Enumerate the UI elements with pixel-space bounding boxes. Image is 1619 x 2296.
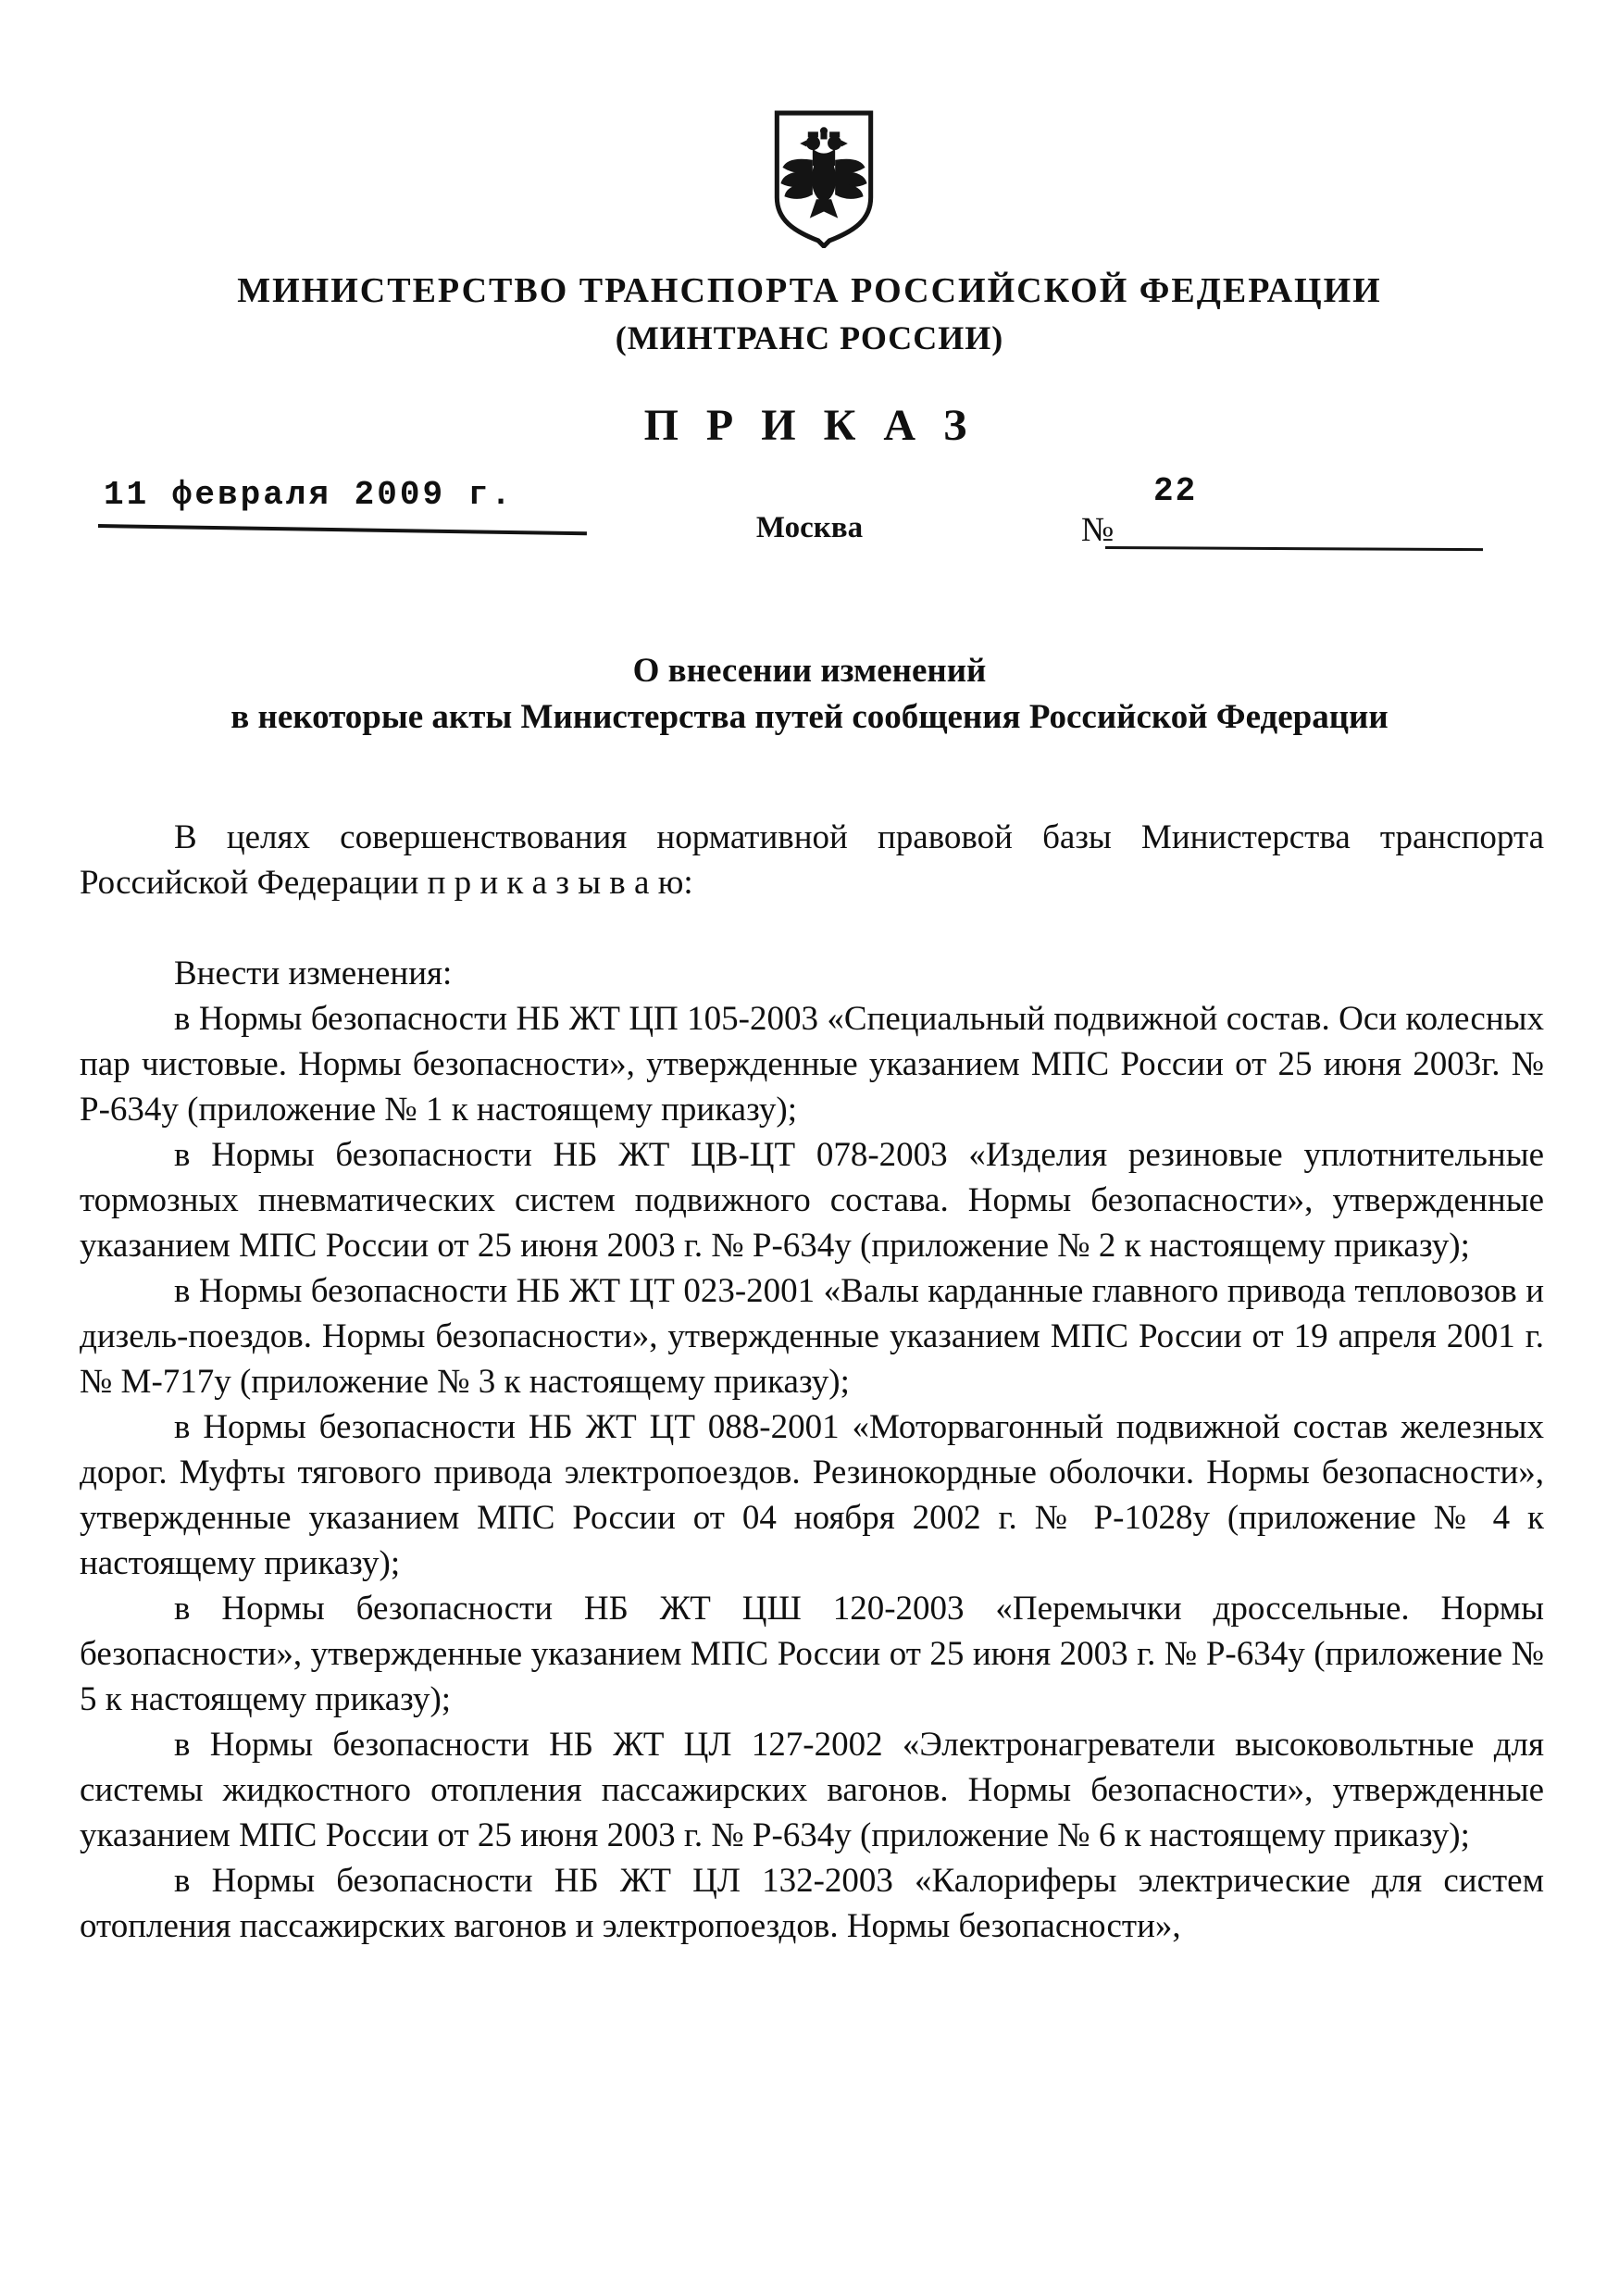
paragraph-item-6: в Нормы безопасности НБ ЖТ ЦЛ 127-2002 «Электронагреватели высоковольтные для системы жидкостного отопления пассажирских вагонов. Нормы безопасности», утвержденные указанием МПС России от 25 июня 2003 г. № Р-634у (приложение № 6 к настоящему приказу); bbox=[80, 1726, 1544, 1854]
order-title-line2: в некоторые акты Министерства путей сообщения Российской Федерации bbox=[230, 698, 1389, 736]
order-date: 11 февраля 2009 г. bbox=[104, 476, 514, 514]
paragraph-purpose: В целях совершенствования нормативной правовой базы Министерства транспорта Российской Федерации п р и к а з ы в а ю: bbox=[80, 818, 1544, 902]
order-number: 22 bbox=[1153, 472, 1198, 510]
city-label: Москва bbox=[755, 511, 864, 544]
paragraph-item-7: в Нормы безопасности НБ ЖТ ЦЛ 132-2003 «Калориферы электрические для систем отопления пассажирских вагонов и электропоездов. Нормы безопасности», bbox=[80, 1862, 1544, 1945]
paragraph-item-5: в Нормы безопасности НБ ЖТ ЦШ 120-2003 «Перемычки дроссельные. Нормы безопасности», утвержденные указанием МПС России от 25 июня 2003 г. № Р-634у (приложение № 5 к настоящему приказу); bbox=[80, 1590, 1544, 1718]
paragraph-item-3: в Нормы безопасности НБ ЖТ ЦТ 023-2001 «Валы карданные главного привода тепловозов и дизель-поездов. Нормы безопасности», утвержденные указанием МПС России от 19 апреля 2001 г. № М-717у (приложение № 3 к настоящему приказу); bbox=[80, 1272, 1544, 1401]
number-sign: № bbox=[1081, 511, 1115, 549]
order-title-line1: О внесении изменений bbox=[632, 652, 987, 690]
ministry-short-name: (МИНТРАНС РОССИИ) bbox=[615, 319, 1004, 356]
order-title bbox=[0, 648, 1619, 741]
paragraph-intro: Внести изменения: bbox=[174, 955, 453, 992]
paragraph-item-1: в Нормы безопасности НБ ЖТ ЦП 105-2003 «Специальный подвижной состав. Оси колесных пар чистовые. Нормы безопасности», утвержденные указанием МПС России от 25 июня 2003г. № Р-634у (приложение № 1 к настоящему приказу); bbox=[80, 1000, 1544, 1129]
number-underline bbox=[1105, 546, 1483, 551]
paragraph-item-4: в Нормы безопасности НБ ЖТ ЦТ 088-2001 «Моторвагонный подвижной состав железных дорог. Муфты тягового привода электропоездов. Резинокордные оболочки. Нормы безопасности», утвержденные указанием МПС России от 04 ноября 2002 г. № Р-1028у (приложение № 4 к настоящему приказу); bbox=[80, 1408, 1544, 1582]
paragraph-item-2: в Нормы безопасности НБ ЖТ ЦВ-ЦТ 078-2003 «Изделия резиновые уплотнительные тормозных пневматических систем подвижного состава. Нормы безопасности», утвержденные указанием МПС России от 25 июня 2003 г. № Р-634у (приложение № 2 к настоящему приказу); bbox=[80, 1136, 1544, 1265]
order-body bbox=[80, 815, 1544, 1949]
russian-coat-of-arms-icon bbox=[765, 107, 883, 248]
ministry-name: МИНИСТЕРСТВО ТРАНСПОРТА РОССИЙСКОЙ ФЕДЕРАЦИИ bbox=[237, 271, 1382, 310]
document-type-heading: П Р И К А З bbox=[643, 401, 976, 450]
